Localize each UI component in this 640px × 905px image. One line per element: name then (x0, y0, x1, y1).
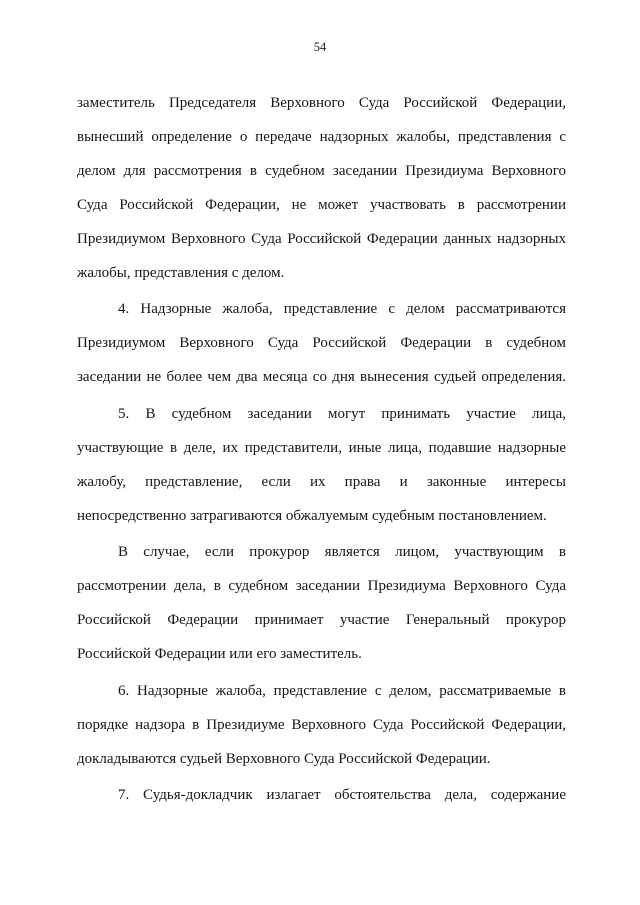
page-number: 54 (313, 40, 327, 54)
paragraph-3-line-2: участвующие в деле, их представители, иные лица, подавшие надзорные (77, 439, 566, 456)
paragraph-5-line-3: докладываются судьей Верховного Суда Российской Федерации. (77, 750, 491, 767)
paragraph-4-line-4: Российской Федерации или его заместитель. (77, 646, 362, 663)
paragraph-1 (77, 86, 566, 290)
paragraph-1-line-1: заместитель Председателя Верховного Суда Российской Федерации, (77, 95, 566, 111)
paragraph-2 (77, 292, 566, 394)
document-body (77, 86, 566, 812)
paragraph-1-line-2: вынесший определение о передаче надзорных жалобы, представления с (77, 129, 566, 145)
paragraph-3-line-1: 5. В судебном заседании могут принимать участие лица, (118, 405, 566, 422)
paragraph-4-line-3: Российской Федерации принимает участие Генеральный прокурор (77, 612, 566, 629)
paragraph-5 (77, 674, 566, 776)
paragraph-1-line-3: делом для рассмотрения в судебном заседании Президиума Верховного (77, 163, 566, 179)
paragraph-3 (77, 397, 566, 533)
paragraph-6-line-1: 7. Судья-докладчик излагает обстоятельства дела, содержание (118, 786, 566, 803)
paragraph-4-line-1: В случае, если прокурор является лицом, участвующим в (118, 544, 566, 561)
paragraph-3-line-3: жалобу, представление, если их права и законные интересы (77, 473, 566, 490)
paragraph-1-line-4: Суда Российской Федерации, не может участвовать в рассмотрении (77, 197, 566, 213)
paragraph-4-line-2: рассмотрении дела, в судебном заседании Президиума Верховного Суда (77, 578, 566, 595)
paragraph-3-line-4: непосредственно затрагиваются обжалуемым судебным постановлением. (77, 507, 547, 524)
paragraph-2-line-3: заседании не более чем два месяца со дня вынесения судьей определения. (77, 369, 566, 386)
paragraph-4 (77, 535, 566, 671)
paragraph-1-line-5: Президиумом Верховного Суда Российской Федерации данных надзорных (77, 231, 566, 247)
paragraph-5-line-1: 6. Надзорные жалоба, представление с делом, рассматриваемые в (118, 682, 566, 699)
paragraph-5-line-2: порядке надзора в Президиуме Верховного Суда Российской Федерации, (77, 716, 566, 733)
paragraph-2-line-1: 4. Надзорные жалоба, представление с делом рассматриваются (118, 301, 566, 318)
paragraph-1-line-6: жалобы, представления с делом. (77, 265, 285, 281)
paragraph-6 (77, 778, 566, 812)
paragraph-2-line-2: Президиумом Верховного Суда Российской Федерации в судебном (77, 335, 566, 352)
